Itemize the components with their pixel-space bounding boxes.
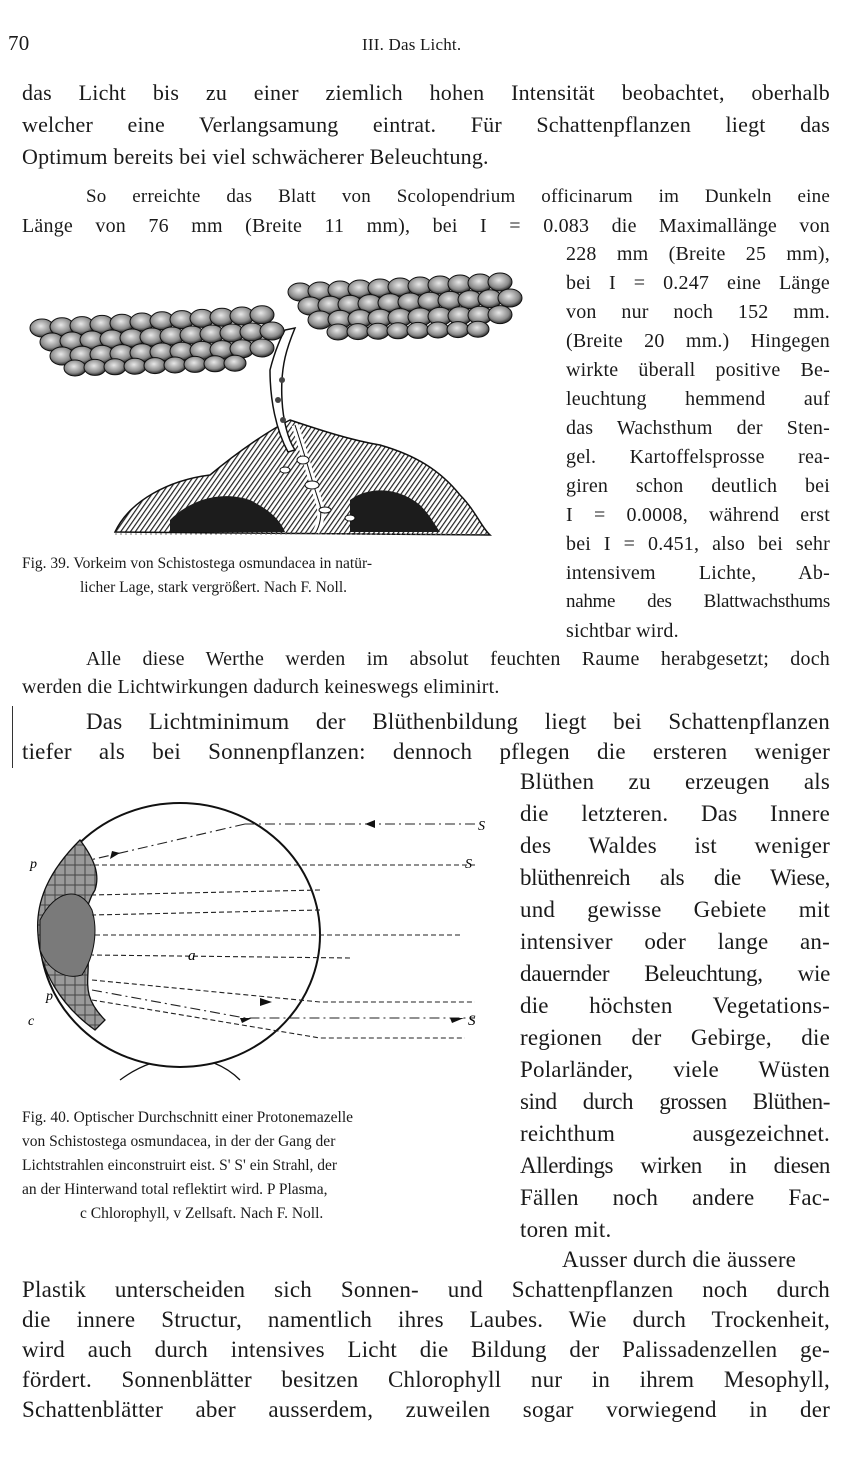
- para2-right-line: intensivem Lichte, Ab-: [566, 562, 830, 584]
- frond-cell: [427, 322, 449, 338]
- para2-right-line: von nur noch 152 mm.: [566, 301, 830, 323]
- label-s2: S: [465, 857, 472, 872]
- fig40-caption-line-5: c Chlorophyll, v Zellsaft. Nach F. Noll.: [80, 1205, 324, 1222]
- para2-right-line: I = 0.0008, während erst: [566, 504, 830, 526]
- para4-right-line: intensiver oder lange an-: [520, 929, 830, 954]
- para2-right-line: das Wachsthum der Sten-: [566, 417, 830, 439]
- para1-line-3: Optimum bereits bei viel schwächerer Beleuchtung.: [22, 144, 489, 169]
- para2-right-line: bei I = 0.451, also bei sehr: [566, 533, 830, 555]
- label-p2: p: [46, 989, 53, 1004]
- para3-line-1: Alle diese Werthe werden im absolut feuchten Raume herabgesetzt; doch: [86, 648, 830, 670]
- para4-right-line: Allerdings wirken in diesen: [520, 1153, 830, 1178]
- label-p1: p: [30, 857, 37, 872]
- frond-cell: [447, 322, 469, 338]
- frond-cell: [224, 355, 246, 371]
- substrate-rock: [115, 420, 490, 535]
- running-title: III. Das Licht.: [362, 35, 462, 54]
- para4-right-line: blüthenreich als die Wiese,: [520, 865, 830, 890]
- para2-right-line: giren schon deutlich bei: [566, 475, 830, 497]
- fig39-illustration: [20, 270, 540, 545]
- para2-right-line: leuchtung hemmend auf: [566, 388, 830, 410]
- fig40-caption-line-1: Fig. 40. Optischer Durchschnitt einer Protonemazelle: [22, 1109, 354, 1126]
- para2-line-1: So erreichte das Blatt von Scolopendrium officinarum im Dunkeln eine: [86, 186, 830, 207]
- para4-right-line: dauernder Beleuchtung, wie: [520, 961, 830, 986]
- para3-line-2: werden die Lichtwirkungen dadurch keineswegs eliminirt.: [22, 676, 500, 698]
- frond-cell: [347, 324, 369, 340]
- frond-cell: [488, 273, 512, 291]
- fig40-caption-line-4: an der Hinterwand total reflektirt wird. P Plasma,: [22, 1181, 328, 1198]
- para4-right-line: regionen der Gebirge, die: [520, 1025, 830, 1050]
- para4-right-line: und gewisse Gebiete mit: [520, 897, 830, 922]
- para5-line-2: Plastik unterscheiden sich Sonnen- und Schattenpflanzen noch durch: [22, 1277, 830, 1302]
- para4-right-line: die höchsten Vegetations-: [520, 993, 830, 1018]
- para1-line-2: welcher eine Verlangsamung eintrat. Für Schattenpflanzen liegt das: [22, 112, 830, 137]
- page-number: 70: [8, 31, 30, 55]
- frond-cell: [250, 306, 274, 324]
- label-c: c: [28, 1014, 35, 1029]
- frond-cell: [488, 306, 512, 324]
- para2-right-line: (Breite 20 mm.) Hingegen: [566, 330, 830, 352]
- fig39-caption-line-1: Fig. 39. Vorkeim von Schistostega osmundacea in natür-: [22, 555, 372, 572]
- para2-right-line: gel. Kartoffelsprosse rea-: [566, 446, 830, 468]
- para4-right-line: Blüthen zu erzeugen als: [520, 769, 830, 794]
- para5-line-4: wird auch durch intensives Licht die Bildung der Palissadenzellen ge-: [22, 1337, 830, 1362]
- para5-line-5: fördert. Sonnenblätter besitzen Chlorophyll nur in ihrem Mesophyll,: [22, 1367, 830, 1392]
- para4-right-line: die letzteren. Das Innere: [520, 801, 830, 826]
- para4-line-2: tiefer als bei Sonnenpflanzen: dennoch pflegen die ersteren weniger: [22, 739, 830, 764]
- para2-right-line: bei I = 0.247 eine Länge: [566, 272, 830, 294]
- frond-cell: [407, 322, 429, 338]
- frond-cell: [367, 323, 389, 339]
- frond-cell: [250, 339, 274, 357]
- para1-line-1: das Licht bis zu einer ziemlich hohen Intensität beobachtet, oberhalb: [22, 80, 830, 105]
- para4-right-line: Polarländer, viele Wüsten: [520, 1057, 830, 1082]
- frond-cell: [124, 358, 146, 374]
- para5-line-6: Schattenblätter aber ausserdem, zuweilen sogar vorwiegend in der: [22, 1397, 830, 1422]
- label-s3: S: [468, 1013, 476, 1029]
- para5-line-1: Ausser durch die äussere: [562, 1247, 797, 1272]
- label-a: a: [188, 948, 196, 964]
- label-s1: S: [478, 819, 485, 834]
- fig40-illustration: [20, 780, 500, 1100]
- para2-right-line: sichtbar wird.: [566, 620, 679, 642]
- para2-right-line: nahme des Blattwachsthums: [566, 591, 830, 612]
- fig40-caption-line-2: von Schistostega osmundacea, in der der Gang der: [22, 1133, 336, 1150]
- fig40-caption-line-3: Lichtstrahlen einconstruirt eist. S' S' ein Strahl, der: [22, 1157, 338, 1174]
- frond-cell: [498, 289, 522, 307]
- para4-right-line: sind durch grossen Blüthen-: [520, 1089, 830, 1114]
- para2-right-line: 228 mm (Breite 25 mm),: [566, 243, 830, 265]
- margin-mark: [12, 706, 13, 768]
- frond-cell: [184, 356, 206, 372]
- para4-line-1: Das Lichtminimum der Blüthenbildung liegt bei Schattenpflanzen: [86, 709, 830, 734]
- frond-cell: [327, 324, 349, 340]
- frond-cell: [467, 321, 489, 337]
- fig39-caption-line-2: licher Lage, stark vergrößert. Nach F. Noll.: [80, 579, 348, 596]
- frond-cell: [144, 358, 166, 374]
- para4-right-line: reichthum ausgezeichnet.: [520, 1121, 830, 1146]
- para4-right-line: toren mit.: [520, 1217, 612, 1242]
- frond-cell: [64, 360, 86, 376]
- para2-line-2: Länge von 76 mm (Breite 11 mm), bei I = 0.083 die Maximallänge von: [22, 215, 830, 237]
- para4-right-line: Fällen noch andere Fac-: [520, 1185, 830, 1210]
- frond-cell: [104, 359, 126, 375]
- para2-right-line: wirkte überall positive Be-: [566, 359, 830, 381]
- para5-line-3: die innere Structur, namentlich ihres Laubes. Wie durch Trockenheit,: [22, 1307, 830, 1332]
- frond-cell: [387, 323, 409, 339]
- frond-cell: [260, 322, 284, 340]
- frond-cell: [204, 356, 226, 372]
- frond-cell: [84, 359, 106, 375]
- para4-right-line: des Waldes ist weniger: [520, 833, 830, 858]
- frond-cell: [164, 357, 186, 373]
